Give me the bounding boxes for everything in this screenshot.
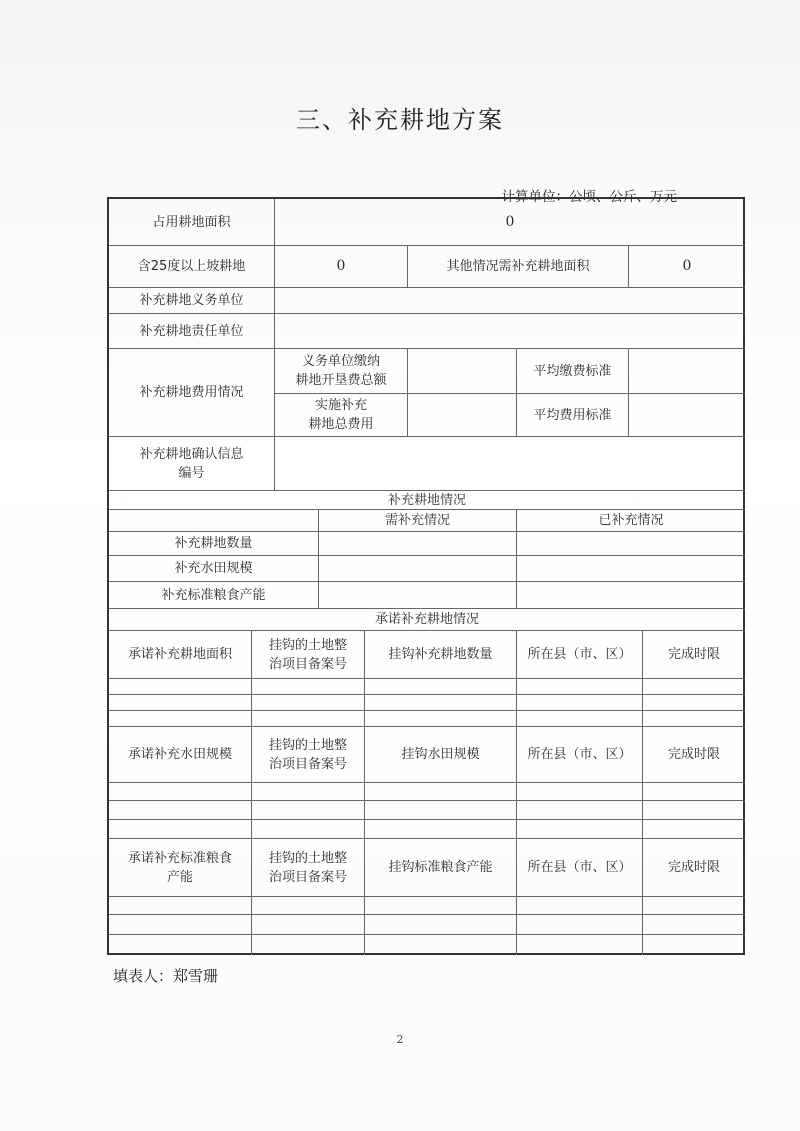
- avg-fee-std-value[interactable]: [629, 349, 745, 394]
- avg-cost-std-value[interactable]: [629, 394, 745, 437]
- commit-grain-blank[interactable]: [643, 915, 745, 935]
- done-header: 已补充情况: [517, 510, 745, 532]
- commit-area-col5: 完成时限: [643, 631, 745, 679]
- commit-grain-blank[interactable]: [365, 897, 517, 915]
- confirm-no-value[interactable]: [275, 437, 745, 491]
- commit-grain-blank[interactable]: [517, 897, 643, 915]
- page-title: 三、补充耕地方案: [296, 106, 504, 134]
- slope25-label: 含25度以上坡耕地: [109, 246, 275, 288]
- commit-grain-col5: 完成时限: [643, 839, 745, 897]
- avg-cost-std-label: 平均费用标准: [517, 394, 629, 437]
- commit-grain-blank[interactable]: [252, 915, 365, 935]
- commit-grain-blank[interactable]: [643, 897, 745, 915]
- commit-paddy-col5: 完成时限: [643, 727, 745, 783]
- commit-paddy-blank[interactable]: [643, 820, 745, 839]
- commit-paddy-col3: 挂钩水田规模: [365, 727, 517, 783]
- cost-impl-total-value[interactable]: [408, 394, 517, 437]
- unit-note: 计算单位：公顷、公斤、万元: [501, 189, 677, 205]
- commit-paddy-blank[interactable]: [252, 801, 365, 820]
- commit-area-blank[interactable]: [109, 695, 252, 711]
- slope25-value[interactable]: 0: [275, 246, 408, 288]
- cost-fee-total-value[interactable]: [408, 349, 517, 394]
- commit-area-blank[interactable]: [109, 679, 252, 695]
- page-number: 2: [396, 1033, 404, 1046]
- commit-area-blank[interactable]: [643, 695, 745, 711]
- commit-paddy-col1: 承诺补充水田规模: [109, 727, 252, 783]
- cost-impl-total-label: 实施补充 耕地总费用: [275, 394, 408, 437]
- commit-grain-blank[interactable]: [517, 935, 643, 955]
- commit-area-blank[interactable]: [517, 711, 643, 727]
- commit-paddy-blank[interactable]: [643, 801, 745, 820]
- commit-grain-blank[interactable]: [109, 915, 252, 935]
- situation-need-cell[interactable]: [319, 556, 517, 582]
- commit-area-col4: 所在县（市、区）: [517, 631, 643, 679]
- filler-name: 郑雪珊: [173, 967, 219, 985]
- commit-grain-col2: 挂钩的土地整 治项目备案号: [252, 839, 365, 897]
- commit-area-blank[interactable]: [517, 679, 643, 695]
- cost-label: 补充耕地费用情况: [109, 349, 275, 437]
- commit-area-col1: 承诺补充耕地面积: [109, 631, 252, 679]
- situation-row-label: 补充水田规模: [109, 556, 319, 582]
- commit-paddy-col4: 所在县（市、区）: [517, 727, 643, 783]
- commit-grain-blank[interactable]: [643, 935, 745, 955]
- obligation-unit-label: 补充耕地义务单位: [109, 288, 275, 314]
- situation-need-cell[interactable]: [319, 532, 517, 556]
- situation-done-cell[interactable]: [517, 582, 745, 609]
- commit-paddy-blank[interactable]: [517, 801, 643, 820]
- commit-grain-col1: 承诺补充标准粮食 产能: [109, 839, 252, 897]
- commit-paddy-blank[interactable]: [252, 820, 365, 839]
- form-filler: [113, 965, 218, 986]
- occupied-area-value[interactable]: 0: [275, 199, 745, 246]
- situation-done-cell[interactable]: [517, 556, 745, 582]
- commit-paddy-col2: 挂钩的土地整 治项目备案号: [252, 727, 365, 783]
- responsible-unit-value[interactable]: [275, 314, 745, 349]
- situation-need-cell[interactable]: [319, 582, 517, 609]
- commit-grain-blank[interactable]: [109, 935, 252, 955]
- commit-grain-blank[interactable]: [252, 935, 365, 955]
- cost-fee-total-label: 义务单位缴纳 耕地开垦费总额: [275, 349, 408, 394]
- commit-area-blank[interactable]: [643, 679, 745, 695]
- confirm-no-label: 补充耕地确认信息 编号: [109, 437, 275, 491]
- responsible-unit-label: 补充耕地责任单位: [109, 314, 275, 349]
- commit-grain-blank[interactable]: [365, 915, 517, 935]
- commit-area-blank[interactable]: [252, 679, 365, 695]
- commit-area-blank[interactable]: [517, 695, 643, 711]
- commit-grain-blank[interactable]: [109, 897, 252, 915]
- situation-done-cell[interactable]: [517, 532, 745, 556]
- commitment-header: 承诺补充耕地情况: [109, 609, 745, 631]
- commit-area-blank[interactable]: [252, 695, 365, 711]
- commit-paddy-blank[interactable]: [365, 783, 517, 801]
- commit-grain-col4: 所在县（市、区）: [517, 839, 643, 897]
- commit-paddy-blank[interactable]: [109, 820, 252, 839]
- situation-corner: [109, 510, 319, 532]
- commit-paddy-blank[interactable]: [517, 783, 643, 801]
- need-header: 需补充情况: [319, 510, 517, 532]
- situation-row-label: 补充耕地数量: [109, 532, 319, 556]
- commit-paddy-blank[interactable]: [109, 783, 252, 801]
- commit-area-blank[interactable]: [109, 711, 252, 727]
- commit-area-blank[interactable]: [365, 695, 517, 711]
- occupied-area-label: 占用耕地面积: [109, 199, 275, 246]
- commit-grain-blank[interactable]: [517, 915, 643, 935]
- commit-paddy-blank[interactable]: [252, 783, 365, 801]
- commit-grain-blank[interactable]: [252, 897, 365, 915]
- commit-paddy-blank[interactable]: [109, 801, 252, 820]
- commit-area-blank[interactable]: [365, 679, 517, 695]
- commit-area-blank[interactable]: [643, 711, 745, 727]
- commit-paddy-blank[interactable]: [365, 820, 517, 839]
- commit-area-blank[interactable]: [365, 711, 517, 727]
- situation-row-label: 补充标准粮食产能: [109, 582, 319, 609]
- other-area-label: 其他情况需补充耕地面积: [408, 246, 629, 288]
- commit-paddy-blank[interactable]: [365, 801, 517, 820]
- commit-grain-col3: 挂钩标准粮食产能: [365, 839, 517, 897]
- commit-area-col3: 挂钩补充耕地数量: [365, 631, 517, 679]
- filler-label: 填表人：: [113, 967, 174, 985]
- supplement-farmland-form: [107, 197, 745, 955]
- commit-paddy-blank[interactable]: [643, 783, 745, 801]
- commit-area-blank[interactable]: [252, 711, 365, 727]
- commit-area-col2: 挂钩的土地整 治项目备案号: [252, 631, 365, 679]
- other-area-value[interactable]: 0: [629, 246, 745, 288]
- commit-grain-blank[interactable]: [365, 935, 517, 955]
- commit-paddy-blank[interactable]: [517, 820, 643, 839]
- situation-header: 补充耕地情况: [109, 491, 745, 510]
- avg-fee-std-label: 平均缴费标准: [517, 349, 629, 394]
- obligation-unit-value[interactable]: [275, 288, 745, 314]
